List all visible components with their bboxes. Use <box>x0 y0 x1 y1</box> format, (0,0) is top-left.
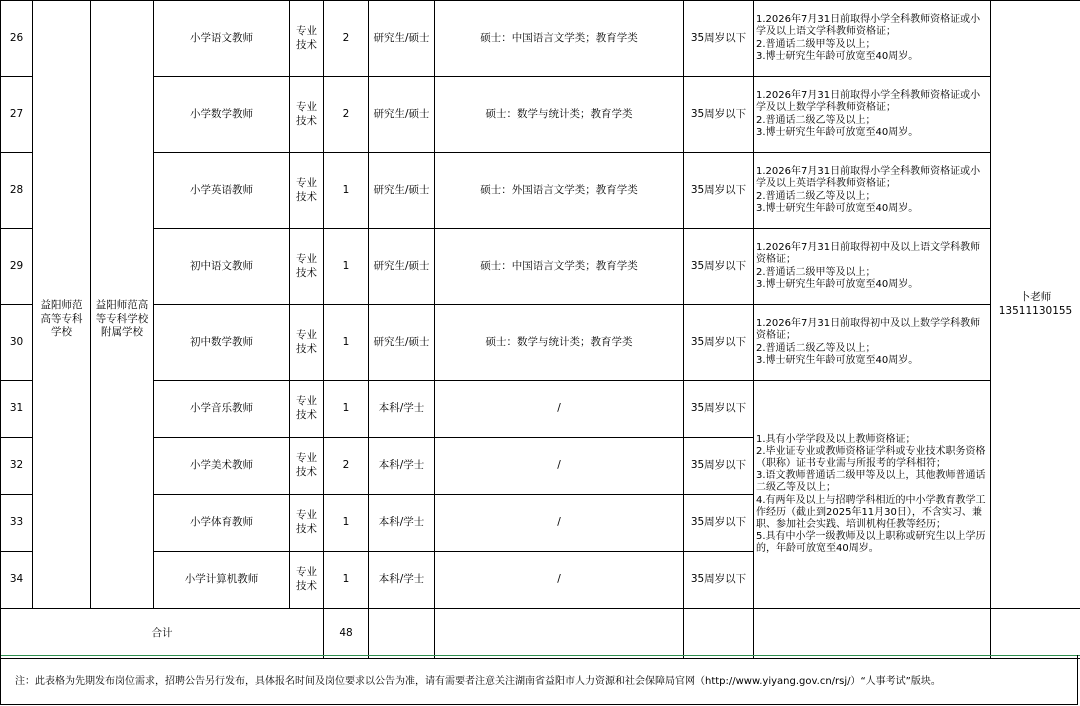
age-cell: 35周岁以下 <box>684 305 754 381</box>
type-cell: 专业技术 <box>290 1 324 77</box>
type-cell: 专业技术 <box>290 552 324 609</box>
requirement-line: 1.2026年7月31日前取得小学全科教师资格证或小学及以上英语学科教师资格证； <box>756 166 981 190</box>
requirement-line: 3.语文教师普通话二级甲等及以上，其他教师普通话二级乙等及以上； <box>756 470 986 494</box>
requirement-line: 1.2026年7月31日前取得小学全科教师资格证或小学及以上语文学科教师资格证； <box>756 14 981 38</box>
requirement-line: 3.博士研究生年龄可放宽至40周岁。 <box>756 202 919 214</box>
count-cell: 1 <box>324 381 369 438</box>
requirements-cell <box>754 305 991 381</box>
type-cell: 专业技术 <box>290 305 324 381</box>
requirement-line: 3.博士研究生年龄可放宽至40周岁。 <box>756 354 919 366</box>
table-row <box>1 381 1080 438</box>
requirement-line: 2.毕业证专业或教师资格证学科或专业技术职务资格（职称）证书专业需与所报考的学科相符； <box>756 445 986 469</box>
row-number: 33 <box>1 495 33 552</box>
contact-name: 卜老师 <box>1019 290 1052 303</box>
post-cell: 小学数学教师 <box>154 77 290 153</box>
post-cell: 初中语文教师 <box>154 229 290 305</box>
major-cell: 硕士：中国语言文学类；教育学类 <box>435 229 684 305</box>
type-cell: 专业技术 <box>290 381 324 438</box>
requirement-line: 1.2026年7月31日前取得初中及以上数学学科教师资格证； <box>756 318 981 342</box>
major-cell: / <box>435 552 684 609</box>
post-cell: 小学美术教师 <box>154 438 290 495</box>
major-cell: 硕士：数学与统计类；教育学类 <box>435 77 684 153</box>
table-row <box>1 229 1080 305</box>
count-cell: 2 <box>324 77 369 153</box>
row-number: 31 <box>1 381 33 438</box>
count-cell: 1 <box>324 229 369 305</box>
footnote-text: 注：此表格为先期发布岗位需求，招聘公告另行发布，具体报名时间及岗位要求以公告为准，请有需要者注意关注湖南省益阳市人力资源和社会保障局官网（http://www.yiyang.gov.cn/rsj/）“人事考试”版块。 <box>15 676 941 687</box>
edu-cell: 研究生/硕士 <box>369 1 435 77</box>
edu-cell: 研究生/硕士 <box>369 305 435 381</box>
type-cell: 专业技术 <box>290 153 324 229</box>
post-cell: 初中数学教师 <box>154 305 290 381</box>
post-cell: 小学英语教师 <box>154 153 290 229</box>
requirement-line: 2.普通话二级乙等及以上； <box>756 342 876 354</box>
dept-cell: 益阳师范高等专科学校附属学校 <box>91 1 154 609</box>
edu-cell: 本科/学士 <box>369 495 435 552</box>
major-cell: / <box>435 495 684 552</box>
post-cell: 小学计算机教师 <box>154 552 290 609</box>
requirement-line: 1.2026年7月31日前取得初中及以上语文学科教师资格证； <box>756 242 981 266</box>
post-cell: 小学语文教师 <box>154 1 290 77</box>
edu-cell: 研究生/硕士 <box>369 77 435 153</box>
type-cell: 专业技术 <box>290 495 324 552</box>
requirements-cell <box>754 229 991 305</box>
requirement-line: 2.普通话二级甲等及以上； <box>756 266 876 278</box>
empty-cell <box>991 609 1080 659</box>
count-cell: 1 <box>324 305 369 381</box>
age-cell: 35周岁以下 <box>684 438 754 495</box>
row-number: 26 <box>1 1 33 77</box>
age-cell: 35周岁以下 <box>684 153 754 229</box>
requirements-cell <box>754 77 991 153</box>
major-cell: / <box>435 438 684 495</box>
type-cell: 专业技术 <box>290 438 324 495</box>
requirement-line: 2.普通话二级乙等及以上； <box>756 190 876 202</box>
count-cell: 1 <box>324 495 369 552</box>
edu-cell: 本科/学士 <box>369 381 435 438</box>
requirement-line: 3.博士研究生年龄可放宽至40周岁。 <box>756 126 919 138</box>
footnote <box>0 655 1078 705</box>
count-cell: 2 <box>324 438 369 495</box>
row-number: 29 <box>1 229 33 305</box>
row-number: 32 <box>1 438 33 495</box>
empty-cell <box>435 609 684 659</box>
total-label: 合计 <box>1 609 324 659</box>
count-cell: 1 <box>324 552 369 609</box>
table-row <box>1 153 1080 229</box>
row-number: 27 <box>1 77 33 153</box>
table-row <box>1 305 1080 381</box>
edu-cell: 本科/学士 <box>369 438 435 495</box>
total-value: 48 <box>324 609 369 659</box>
major-cell: 硕士：外国语言文学类；教育学类 <box>435 153 684 229</box>
requirements-cell <box>754 381 991 609</box>
count-cell: 1 <box>324 153 369 229</box>
empty-cell <box>754 609 991 659</box>
post-cell: 小学音乐教师 <box>154 381 290 438</box>
empty-cell <box>369 609 435 659</box>
row-number: 30 <box>1 305 33 381</box>
contact-phone: 13511130155 <box>998 304 1073 317</box>
requirement-line: 3.博士研究生年龄可放宽至40周岁。 <box>756 278 919 290</box>
table-row <box>1 1 1080 77</box>
requirements-cell <box>754 153 991 229</box>
age-cell: 35周岁以下 <box>684 381 754 438</box>
age-cell: 35周岁以下 <box>684 552 754 609</box>
age-cell: 35周岁以下 <box>684 495 754 552</box>
requirement-line: 1.具有小学学段及以上教师资格证； <box>756 433 916 445</box>
edu-cell: 研究生/硕士 <box>369 153 435 229</box>
requirement-line: 2.普通话二级乙等及以上； <box>756 114 876 126</box>
contact-cell <box>991 1 1080 609</box>
total-row <box>1 609 1080 659</box>
age-cell: 35周岁以下 <box>684 77 754 153</box>
row-number: 28 <box>1 153 33 229</box>
requirement-line: 1.2026年7月31日前取得小学全科教师资格证或小学及以上数学学科教师资格证； <box>756 90 981 114</box>
requirement-line: 2.普通话二级甲等及以上； <box>756 38 876 50</box>
requirement-line: 4.有两年及以上与招聘学科相近的中小学教育教学工作经历（截止到2025年11月30日），不含实习、兼职、参加社会实践、培训机构任教等经历； <box>756 494 986 530</box>
edu-cell: 研究生/硕士 <box>369 229 435 305</box>
type-cell: 专业技术 <box>290 229 324 305</box>
major-cell: 硕士：数学与统计类；教育学类 <box>435 305 684 381</box>
major-cell: 硕士：中国语言文学类；教育学类 <box>435 1 684 77</box>
major-cell: / <box>435 381 684 438</box>
count-cell: 2 <box>324 1 369 77</box>
age-cell: 35周岁以下 <box>684 1 754 77</box>
unit-cell: 益阳师范高等专科学校 <box>33 1 91 609</box>
table-row <box>1 77 1080 153</box>
requirements-cell <box>754 1 991 77</box>
type-cell: 专业技术 <box>290 77 324 153</box>
empty-cell <box>684 609 754 659</box>
age-cell: 35周岁以下 <box>684 229 754 305</box>
post-cell: 小学体育教师 <box>154 495 290 552</box>
edu-cell: 本科/学士 <box>369 552 435 609</box>
requirement-line: 3.博士研究生年龄可放宽至40周岁。 <box>756 50 919 62</box>
requirement-line: 5.具有中小学一级教师及以上职称或研究生以上学历的，年龄可放宽至40周岁。 <box>756 531 986 555</box>
row-number: 34 <box>1 552 33 609</box>
